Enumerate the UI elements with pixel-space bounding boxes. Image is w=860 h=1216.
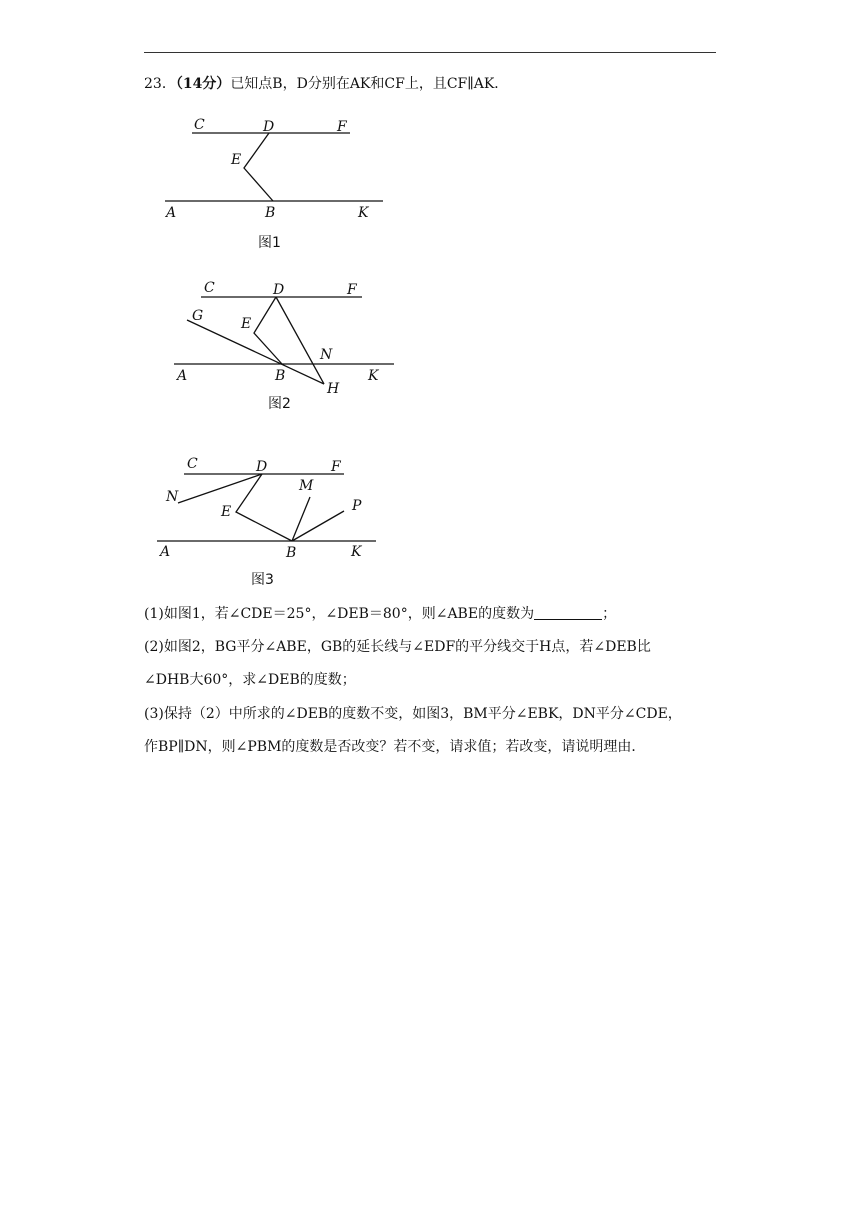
label-e: E [241, 316, 252, 332]
figure-3-caption: 图3 [251, 572, 274, 588]
label-n: N [166, 489, 179, 505]
label-p: P [352, 498, 362, 514]
line-bm [292, 497, 310, 541]
answer-blank[interactable] [534, 605, 602, 620]
label-e: E [231, 152, 242, 168]
label-k: K [351, 544, 362, 560]
question-score: （14分） [175, 76, 231, 92]
label-d: D [256, 459, 268, 475]
label-d: D [263, 119, 275, 135]
label-e: E [221, 504, 232, 520]
label-b: B [286, 545, 297, 561]
part-3-line-1: (3)保持（2）中所求的∠DEB的度数不变，如图3，BM平分∠EBK，DN平分∠CDE， [144, 706, 682, 722]
label-g: G [192, 308, 204, 324]
label-f: F [337, 119, 347, 135]
part-2-line-1: (2)如图2，BG平分∠ABE，GB的延长线与∠EDF的平分线交于H点，若∠DEB比 [144, 639, 651, 655]
figure-1-caption: 图1 [258, 235, 281, 251]
label-b: B [265, 205, 276, 221]
figure-3 [0, 0, 420, 600]
label-k: K [358, 205, 369, 221]
figure-2-caption: 图2 [268, 396, 291, 412]
part-2-line-2: ∠DHB大60°，求∠DEB的度数； [144, 672, 356, 688]
label-c: C [187, 456, 198, 472]
label-k: K [368, 368, 379, 384]
label-b: B [275, 368, 286, 384]
label-a: A [160, 544, 171, 560]
label-n: N [320, 347, 333, 363]
label-d: D [273, 282, 285, 298]
label-a: A [166, 205, 177, 221]
part-1-end: ； [602, 606, 617, 622]
label-f: F [331, 459, 341, 475]
figure-3-diagram [0, 0, 420, 600]
label-c: C [204, 280, 215, 296]
part-3-line-2: 作BP∥DN，则∠PBM的度数是否改变？若不变，请求值；若改变，请说明理由． [144, 739, 646, 755]
line-bp [292, 511, 344, 541]
label-c: C [194, 117, 205, 133]
polyline-deb [236, 474, 292, 541]
part-1-text: (1)如图1，若∠CDE＝25°，∠DEB＝80°，则∠ABE的度数为 [144, 606, 535, 622]
question-number: 23． [144, 76, 176, 92]
label-h: H [327, 381, 340, 397]
label-a: A [177, 368, 188, 384]
question-stem: 已知点B，D分别在AK和CF上，且CF∥AK． [230, 76, 509, 92]
part-1 [144, 604, 616, 624]
label-m: M [299, 478, 314, 494]
line-dn [178, 474, 262, 503]
label-f: F [347, 282, 357, 298]
